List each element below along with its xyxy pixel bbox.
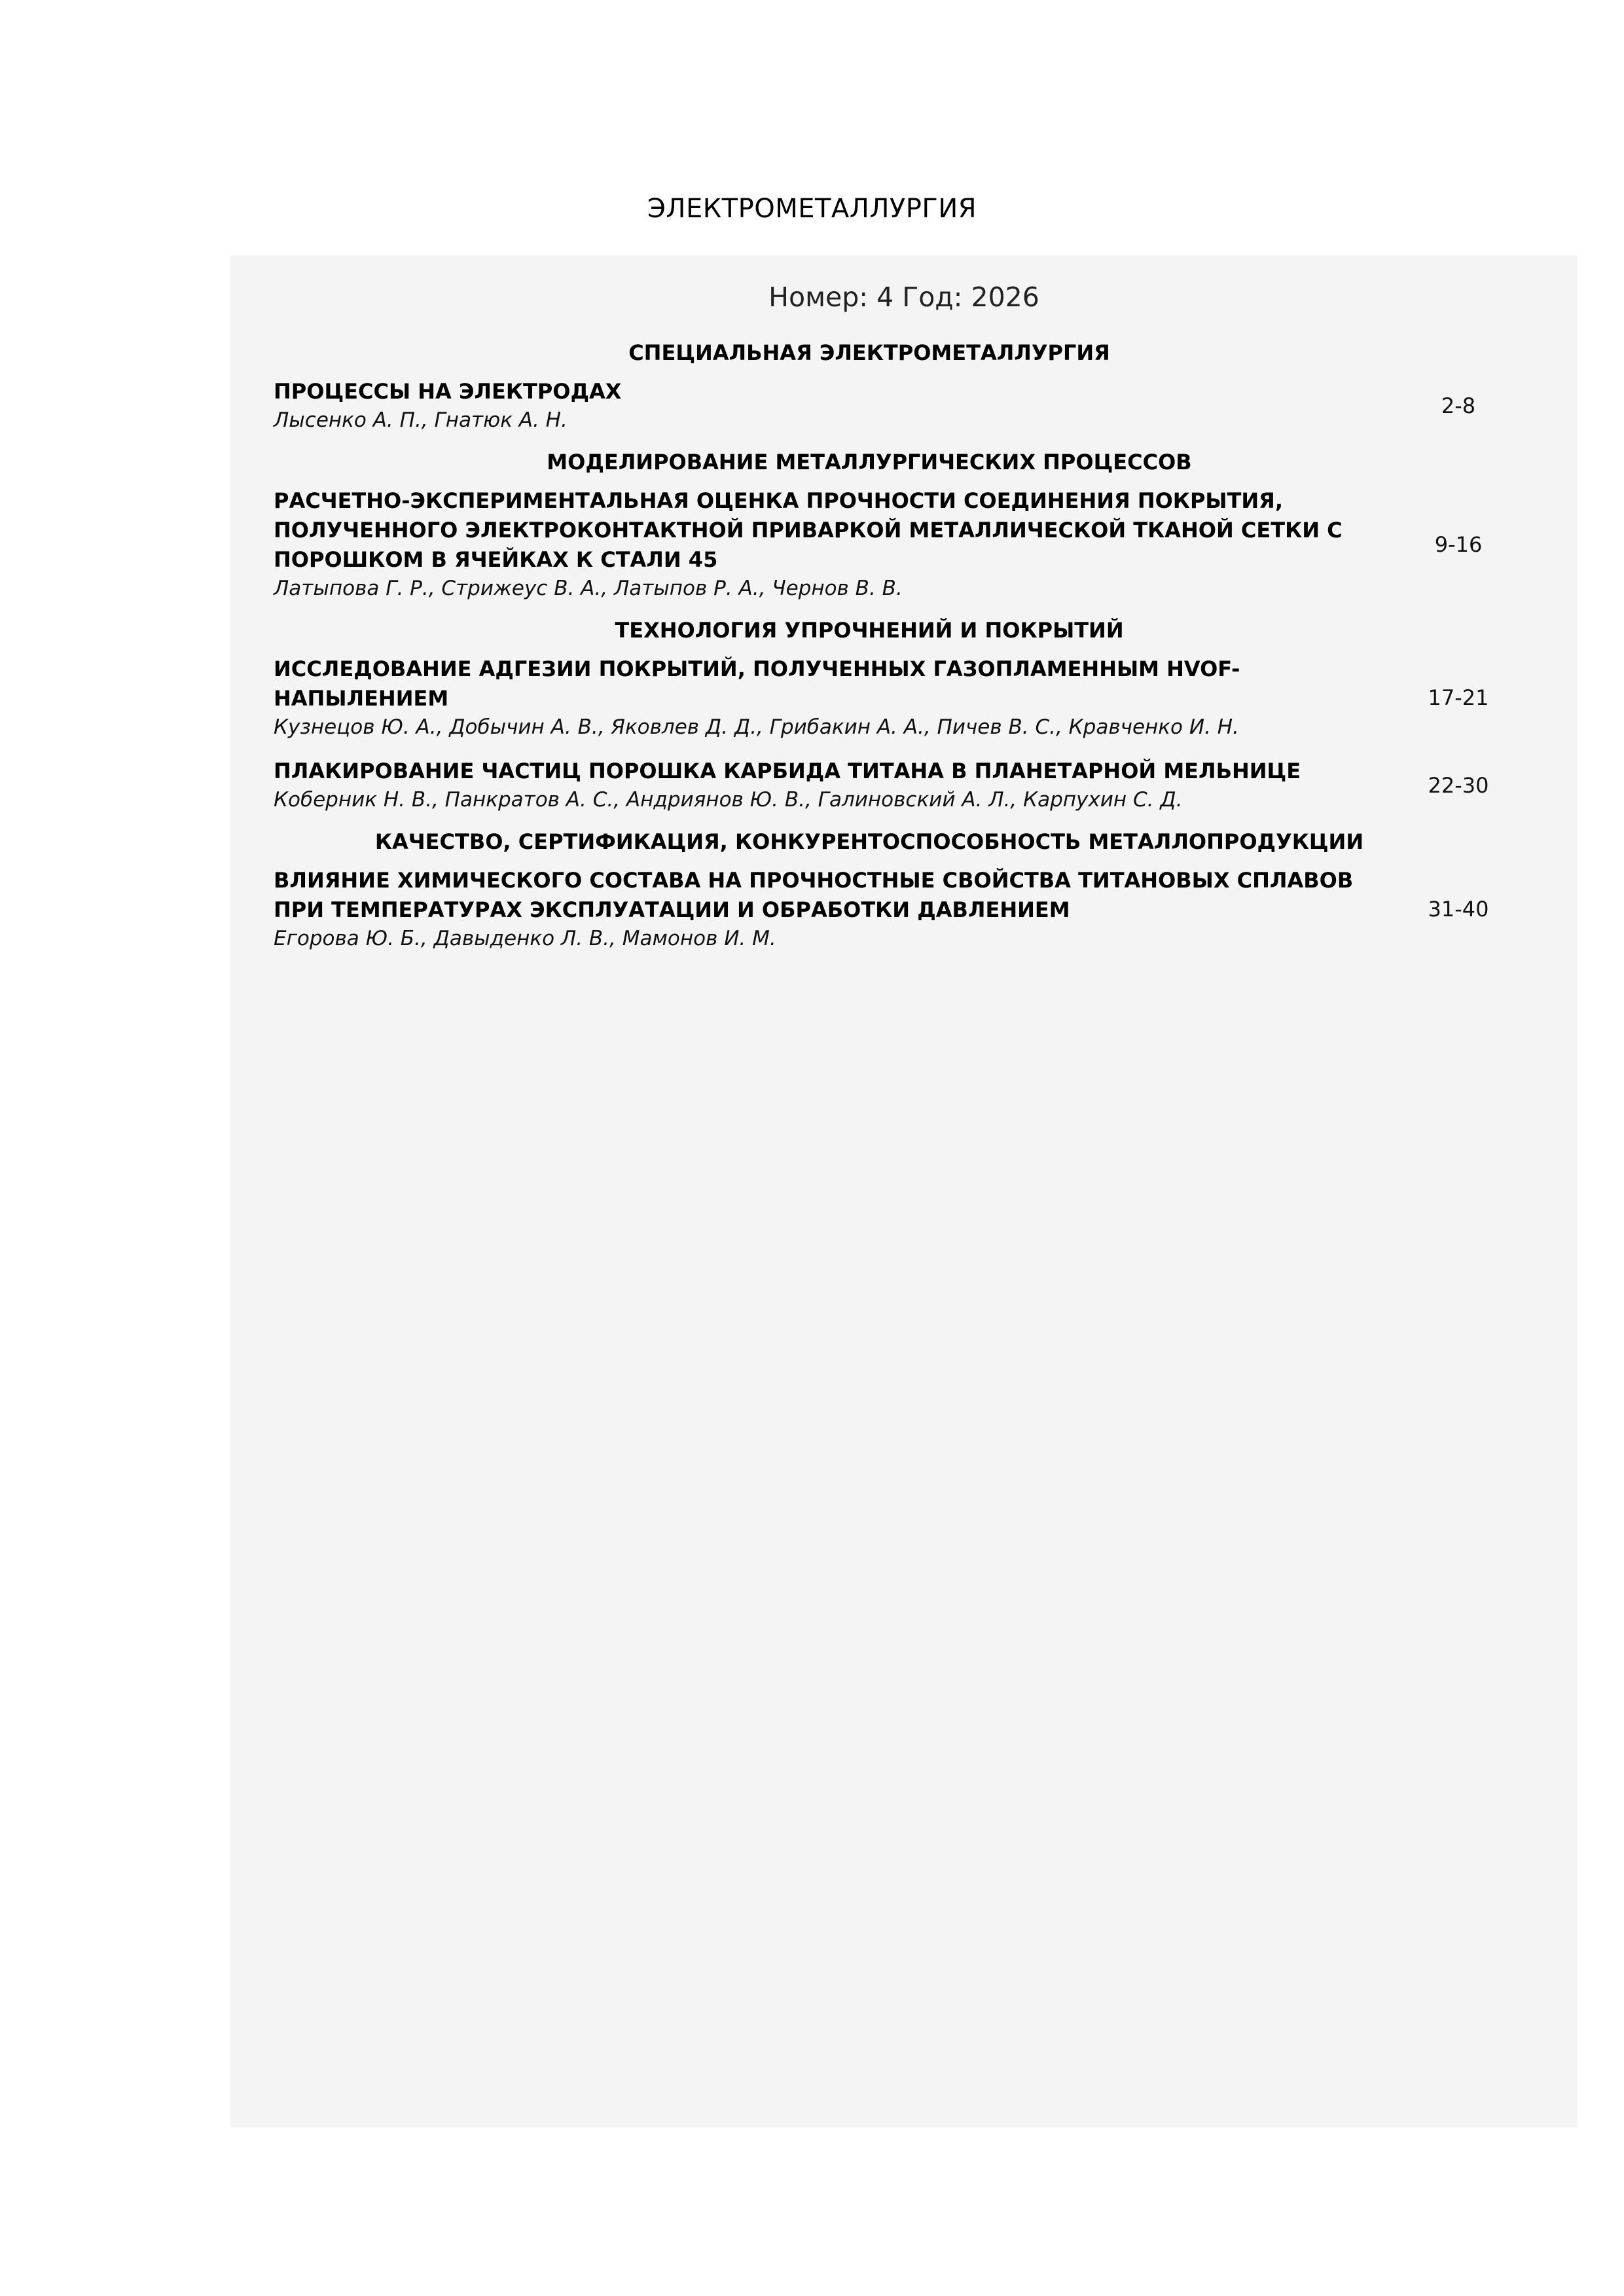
article-authors: Кузнецов Ю. А., Добычин А. В., Яковлев Д. Д., Грибакин А. А., Пичев В. С., Кравченко И. Н.	[274, 715, 1239, 739]
article-entry[interactable]	[274, 655, 1543, 741]
issue-line: Номер: 4 Год: 2026	[768, 281, 1039, 313]
table-of-contents	[274, 340, 1543, 968]
article-title[interactable]: ПРОЦЕССЫ НА ЭЛЕКТРОДАХ	[274, 379, 622, 404]
section-title: ТЕХНОЛОГИЯ УПРОЧНЕНИЙ И ПОКРЫТИЙ	[615, 618, 1124, 643]
section	[274, 829, 1543, 952]
article-pages: 22-30	[1428, 772, 1489, 798]
article-title[interactable]: РАСЧЕТНО-ЭКСПЕРИМЕНТАЛЬНАЯ ОЦЕНКА ПРОЧНОСТИ СОЕДИНЕНИЯ ПОКРЫТИЯ, ПОЛУЧЕННОГО ЭЛЕКТРОКОНТАКТНОЙ ПРИВАРКОЙ МЕТАЛЛИЧЕСКОЙ ТКАНОЙ СЕТКИ С ПОРОШКОМ В ЯЧЕЙКАХ К СТАЛИ 45	[274, 488, 1343, 572]
section	[274, 618, 1543, 814]
article-authors: Латыпова Г. Р., Стрижеус В. А., Латыпов Р. А., Чернов В. В.	[274, 577, 903, 600]
article-entry[interactable]	[274, 486, 1543, 602]
article-title[interactable]: ПЛАКИРОВАНИЕ ЧАСТИЦ ПОРОШКА КАРБИДА ТИТАНА В ПЛАНЕТАРНОЙ МЕЛЬНИЦЕ	[274, 759, 1301, 783]
article-pages: 31-40	[1428, 897, 1489, 922]
section-title: МОДЕЛИРОВАНИЕ МЕТАЛЛУРГИЧЕСКИХ ПРОЦЕССОВ	[547, 450, 1192, 475]
article-authors: Егорова Ю. Б., Давыденко Л. В., Мамонов И. М.	[274, 927, 776, 950]
article-title[interactable]: ВЛИЯНИЕ ХИМИЧЕСКОГО СОСТАВА НА ПРОЧНОСТНЫЕ СВОЙСТВА ТИТАНОВЫХ СПЛАВОВ ПРИ ТЕМПЕРАТУРАХ ЭКСПЛУАТАЦИИ И ОБРАБОТКИ ДАВЛЕНИЕМ	[274, 868, 1354, 922]
article-authors: Лысенко А. П., Гнатюк А. Н.	[274, 408, 568, 432]
section	[274, 340, 1543, 434]
contents-panel	[230, 255, 1578, 2127]
article-entry[interactable]	[274, 866, 1543, 952]
article-title[interactable]: ИССЛЕДОВАНИЕ АДГЕЗИИ ПОКРЫТИЙ, ПОЛУЧЕННЫХ ГАЗОПЛАМЕННЫМ HVOF-НАПЫЛЕНИЕМ	[274, 656, 1240, 711]
article-pages: 17-21	[1428, 685, 1489, 710]
journal-title: ЭЛЕКТРОМЕТАЛЛУРГИЯ	[647, 194, 977, 224]
section	[274, 450, 1543, 602]
article-authors: Коберник Н. В., Панкратов А. С., Андриянов Ю. В., Галиновский А. Л., Карпухин С. Д.	[274, 788, 1183, 812]
article-pages: 9-16	[1434, 531, 1483, 557]
article-entry[interactable]	[274, 377, 1543, 434]
article-pages: 2-8	[1441, 393, 1476, 418]
section-title: СПЕЦИАЛЬНАЯ ЭЛЕКТРОМЕТАЛЛУРГИЯ	[628, 340, 1110, 365]
section-title: КАЧЕСТВО, СЕРТИФИКАЦИЯ, КОНКУРЕНТОСПОСОБНОСТЬ МЕТАЛЛОПРОДУКЦИИ	[374, 829, 1364, 854]
article-entry[interactable]	[274, 757, 1543, 814]
